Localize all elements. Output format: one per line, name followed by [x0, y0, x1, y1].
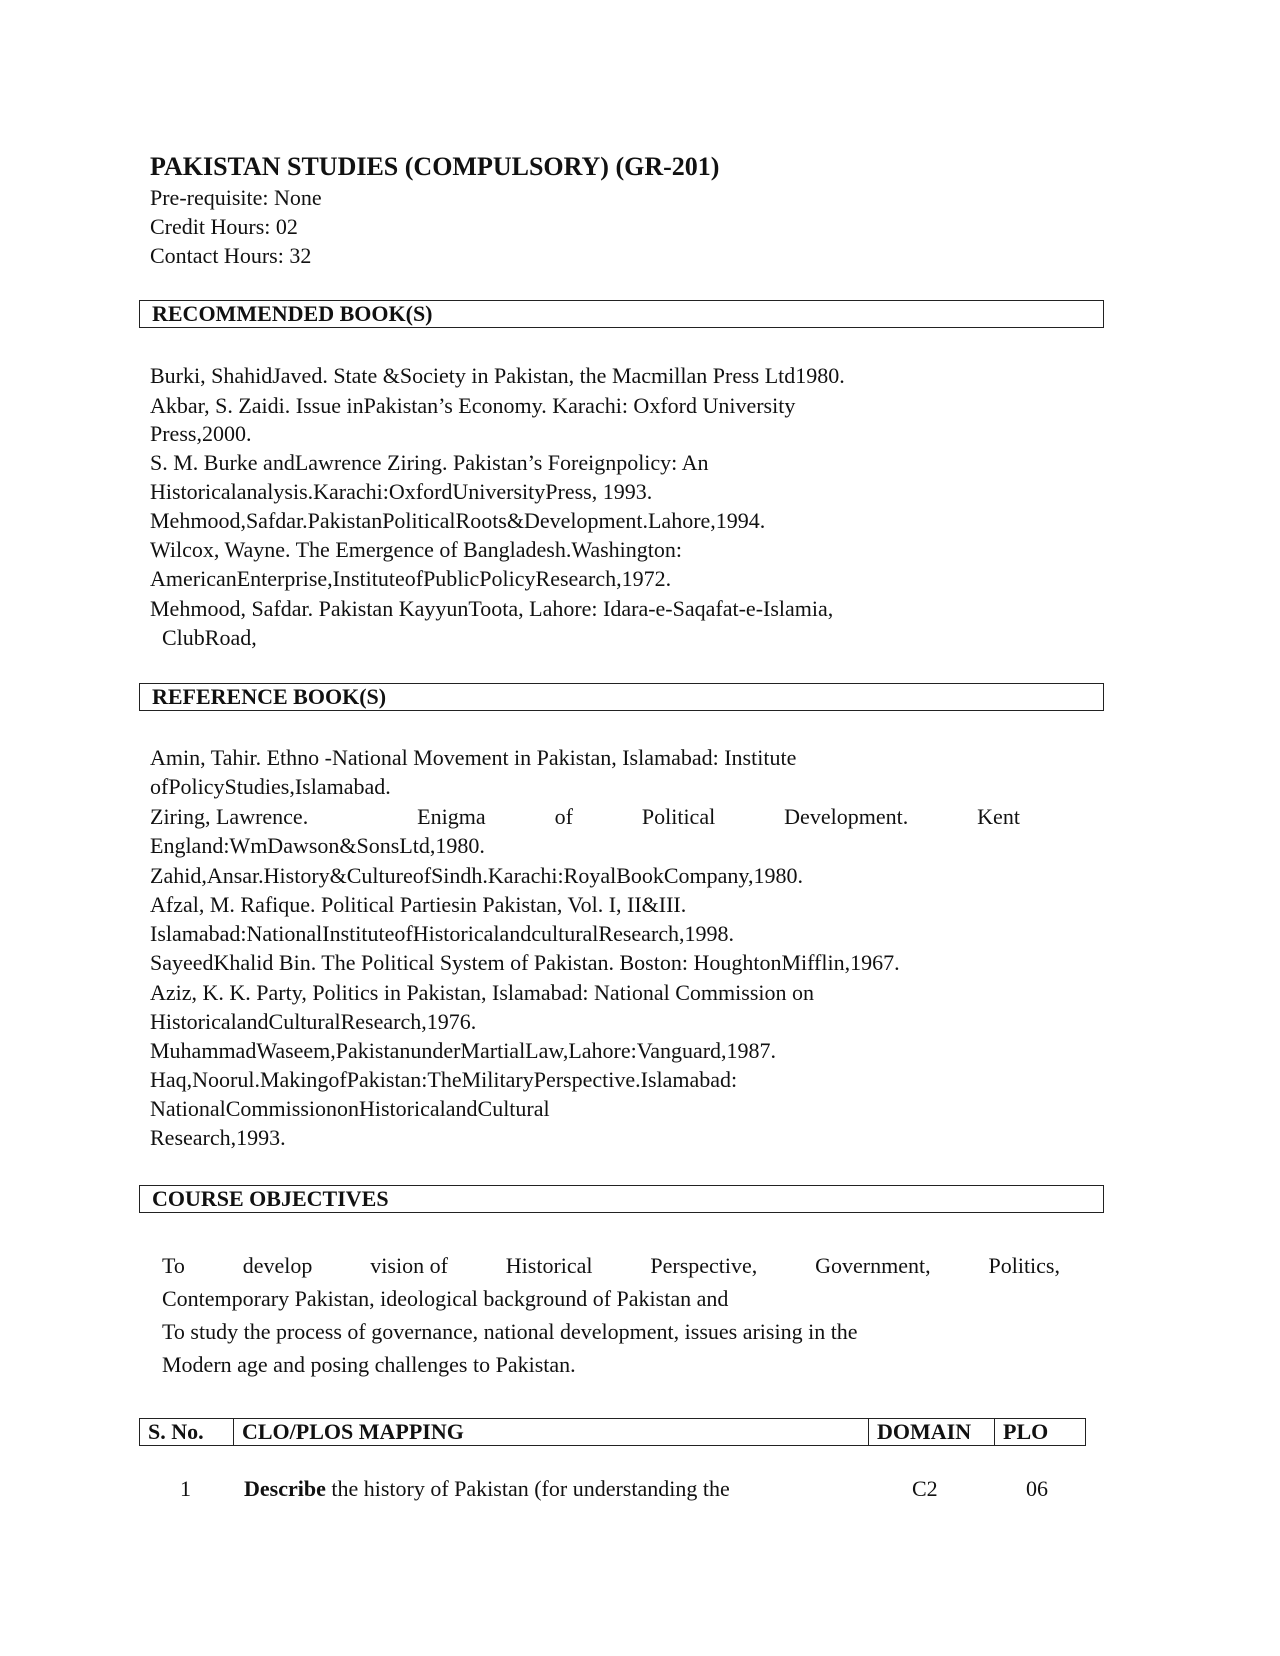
reference-book-line: ofPolicyStudies,Islamabad. — [150, 774, 391, 799]
header-domain: DOMAIN — [869, 1419, 995, 1446]
reference-book-line: England:WmDawson&SonsLtd,1980. — [150, 833, 485, 858]
word: To — [162, 1253, 185, 1278]
objective-line: Modern age and posing challenges to Pakistan. — [162, 1352, 576, 1377]
row-sno: 1 — [180, 1476, 191, 1501]
recommended-book-line: S. M. Burke andLawrence Ziring. Pakistan’s Foreignpolicy: An — [150, 450, 709, 475]
credit-hours: Credit Hours: 02 — [150, 214, 298, 239]
reference-book-line: Aziz, K. K. Party, Politics in Pakistan, Islamabad: National Commission on — [150, 980, 815, 1005]
objective-line-justified — [162, 1254, 1060, 1278]
recommended-book-line: Akbar, S. Zaidi. Issue inPakistan’s Economy. Karachi: Oxford University — [150, 393, 796, 418]
recommended-book-line: AmericanEnterprise,InstituteofPublicPolicyResearch,1972. — [150, 566, 672, 591]
recommended-book-line: Wilcox, Wayne. The Emergence of Bangladesh.Washington: — [150, 537, 682, 562]
recommended-book-line: Burki, ShahidJaved. State &Society in Pakistan, the Macmillan Press Ltd1980. — [150, 363, 845, 388]
recommended-book-line: ClubRoad, — [162, 625, 257, 650]
word: develop — [242, 1253, 313, 1278]
recommended-book-line: Mehmood, Safdar. Pakistan KayyunToota, Lahore: Idara-e-Saqafat-e-Islamia, — [150, 596, 834, 621]
row-description — [244, 1476, 730, 1502]
word: Ziring, Lawrence. — [150, 804, 309, 829]
row-verb: Describe — [244, 1476, 326, 1501]
reference-book-line: Zahid,Ansar.History&CultureofSindh.Karachi:RoyalBookCompany,1980. — [150, 863, 803, 888]
reference-book-line: MuhammadWaseem,PakistanunderMartialLaw,Lahore:Vanguard,1987. — [150, 1038, 777, 1063]
recommended-books-heading: RECOMMENDED BOOK(S) — [139, 300, 1104, 328]
course-objectives-heading: COURSE OBJECTIVES — [139, 1185, 1104, 1213]
reference-book-line: Afzal, M. Rafique. Political Partiesin Pakistan, Vol. I, II&III. — [150, 892, 687, 917]
reference-book-line: Islamabad:NationalInstituteofHistoricalandculturalResearch,1998. — [150, 921, 735, 946]
objective-line: To study the process of governance, national development, issues arising in the — [162, 1319, 858, 1344]
reference-book-line: Research,1993. — [150, 1125, 286, 1150]
recommended-book-line: Mehmood,Safdar.PakistanPoliticalRoots&Development.Lahore,1994. — [150, 508, 766, 533]
header-clo-plos-mapping: CLO/PLOS MAPPING — [234, 1419, 869, 1446]
row-text: the history of Pakistan (for understanding the — [325, 1476, 730, 1501]
word: vision of — [370, 1253, 448, 1278]
row-plo: 06 — [1026, 1476, 1048, 1501]
reference-book-line: Amin, Tahir. Ethno -National Movement in Pakistan, Islamabad: Institute — [150, 745, 797, 770]
contact-hours: Contact Hours: 32 — [150, 243, 312, 268]
word: Government, — [815, 1253, 931, 1278]
objective-line: Contemporary Pakistan, ideological background of Pakistan and — [162, 1286, 729, 1311]
word: Political — [641, 804, 716, 829]
reference-book-line: NationalCommissiononHistoricalandCultural — [150, 1096, 550, 1121]
reference-book-line-justified — [150, 805, 1020, 829]
recommended-book-line: Historicalanalysis.Karachi:OxfordUniversityPress, 1993. — [150, 479, 653, 504]
word: Development. — [784, 804, 909, 829]
word: Politics, — [988, 1253, 1060, 1278]
recommended-book-line: Press,2000. — [150, 421, 252, 446]
word: Kent — [977, 804, 1020, 829]
page-title: PAKISTAN STUDIES (COMPULSORY) (GR-201) — [150, 152, 720, 181]
reference-book-line: HistoricalandCulturalResearch,1976. — [150, 1009, 477, 1034]
row-domain: C2 — [912, 1476, 938, 1501]
word: Historical — [505, 1253, 593, 1278]
prerequisite: Pre-requisite: None — [150, 185, 322, 210]
header-sno: S. No. — [140, 1419, 234, 1446]
word: Perspective, — [650, 1253, 758, 1278]
reference-book-line: Haq,Noorul.MakingofPakistan:TheMilitaryPerspective.Islamabad: — [150, 1067, 738, 1092]
clo-plo-mapping-table — [139, 1418, 1086, 1446]
word: Enigma — [417, 804, 486, 829]
reference-books-heading: REFERENCE BOOK(S) — [139, 683, 1104, 711]
header-plo: PLO — [995, 1419, 1086, 1446]
reference-book-line: SayeedKhalid Bin. The Political System of Pakistan. Boston: HoughtonMifflin,1967. — [150, 950, 900, 975]
table-header-row — [140, 1419, 1086, 1446]
word: of — [554, 804, 573, 829]
